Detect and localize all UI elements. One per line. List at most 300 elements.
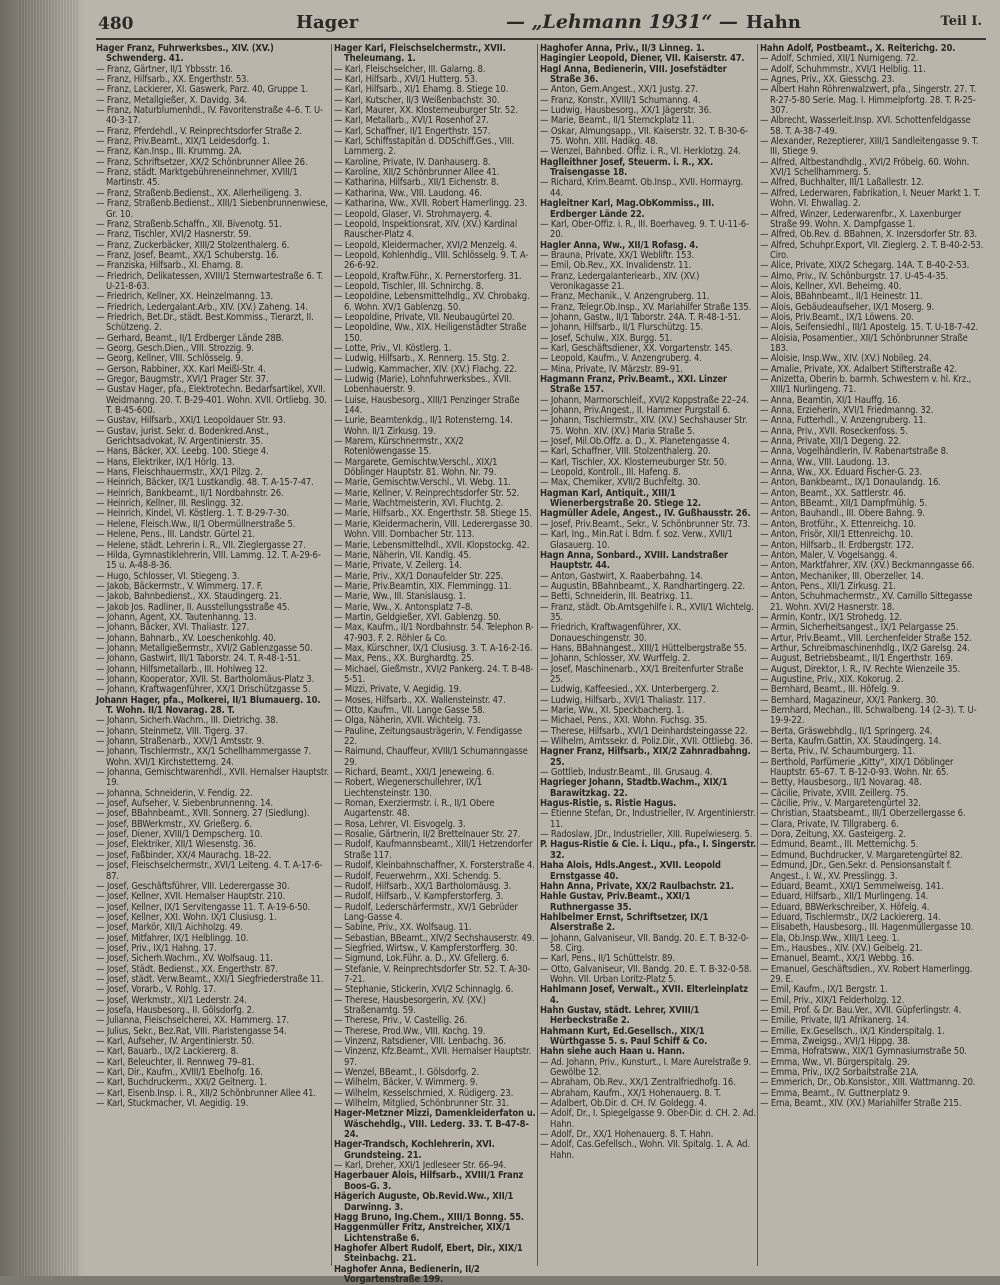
directory-entry: — Karl, Pens., II/1 Schüttelstr. 89. (540, 953, 675, 965)
directory-entry: — Johann, Sicherh.Wachm., III. Dietrichg. 38. (96, 715, 278, 727)
directory-entry: Hagerbauer Alois, Hilfsarb., XVIII/1 Franz Boos-G. 3. (334, 1170, 524, 1192)
directory-entry: — Anton, Brotführ., X. Ettenreichg. 10. (760, 518, 916, 530)
directory-entry: — Josef, Schulw., XIX. Burgg. 51. (540, 332, 673, 344)
directory-entry: — Josef, Priv.Beamt., Sekr., V. Schönbrunner Str. 73. (540, 518, 751, 530)
directory-entry: — Therese, Prod.Ww., VIII. Kochg. 19. (334, 1025, 486, 1037)
directory-entry: — Hilda, Gymnastiklehrerin, VIII. Lammg. 12. T. A-29-6-15 u. A-48-8-36. (96, 549, 321, 572)
directory-entry: — Leopold, Inspektionsrat, XIV. (XV.) Kardinal Rauscher-Platz 4. (334, 218, 518, 241)
directory-entry: — Marie, Wachtmeisterin, XVI. Fluchtg. 2. (334, 498, 504, 510)
directory-entry: — Almo, Priv., IV. Schönburgstr. 17. U-45-4-35. (760, 270, 949, 282)
directory-entry: — Franz, Hilfsarb., XX. Engerthstr. 53. (96, 74, 249, 86)
directory-entry: — Ad. Johann, Priv., Kunsturt., I. Mare Aurelstraße 9. Gewölbe 12. (540, 1056, 752, 1079)
directory-entry: — Anton, Bauhandl., III. Obere Bahng. 9. (760, 508, 925, 520)
directory-entry: — Marie, Private, V. Zeilerg. 14. (334, 560, 462, 572)
directory-entry: — Karl, Ing., Min.Rat i. Bdm. f. soz. Verw., XVII/1 Glasauerg. 10. (540, 529, 733, 551)
directory-entry: — Michael, Gießmstr., XVI/2 Pankerg. 24. T. B-48-5-51. (334, 663, 534, 685)
directory-entry: — Marie, Hilfsarb., XX. Engerthstr. 58. Stiege 15. (334, 508, 532, 520)
directory-entry: — Anton, Bankbeamt., IX/1 Donaulandg. 16. (760, 477, 941, 489)
directory-entry: — Robert, Wiegenerschullehrer, IX/1 Liechtensteinstr. 130. (334, 777, 483, 799)
directory-entry: — Leopoldine, Ww., XIX. Heiligenstädter Straße 150. (334, 322, 527, 344)
directory-entry: — Josef, Diener, XVIII/1 Dempscherg. 10. (96, 829, 263, 841)
directory-entry: — Vinzenz, Kfz.Beamt., XVII. Hernalser Hauptstr. 97. (334, 1046, 532, 1068)
directory-entry: — Karl, Maurer, XX. Klosterneuburger Str. 52. (334, 105, 518, 117)
directory-entry: — Ludwig, Hilfsarb., X. Rennerg. 15. Stg. 2. (334, 353, 510, 365)
entries-column-4 (760, 44, 986, 1266)
directory-entry: — Etienne Stefan, Dr., Industrieller, IV. Argentinierstr. 11. (540, 808, 756, 830)
directory-entry: — Julianna, Fleischselcherei, XX. Hammerg. 17. (96, 1015, 289, 1027)
directory-entry: — Heinrich, Bäcker, IX/1 Lustkandlg. 48. T. A-15-7-47. (96, 477, 314, 489)
directory-entry: — Josef, Priv., IX/1 Hahng. 17. (96, 942, 217, 954)
directory-entry: — Karl, Schaffner, VIII. Stolzenthalerg. 20. (540, 446, 711, 458)
directory-entry: — Alois, Priv.Beamt., IX/1 Löwens. 20. (760, 311, 914, 323)
directory-entry: — Alfred, Ob.Rev. d. BBahnen, X. Inzersdorfer Str. 83. (760, 229, 977, 241)
directory-entry: — Friedrich, Kellner, XX. Heinzelmanng. 13. (96, 291, 273, 303)
header-last-name: Hahn (746, 12, 801, 33)
directory-entry: — Emil, Priv., XIX/1 Felderholzg. 12. (760, 994, 905, 1006)
directory-entry: — Amalie, Private, XX. Adalbert Stifterstraße 42. (760, 363, 957, 375)
directory-entry: Hahlbelmer Ernst, Schriftsetzer, IX/1 Alserstraße 2. (540, 911, 709, 934)
directory-entry: — Johann, Bahnarb., XV. Loeschenkohlg. 40. (96, 632, 276, 644)
directory-entry: Hagmann Franz, Priv.Beamt., XXI. Linzer Straße 157. (540, 374, 727, 396)
directory-entry: P. Hagus-Ristie & Cie. i. Liqu., pfa., I. Singerstr. 32. (540, 839, 756, 861)
directory-entry: — Franz, Straßenb.Bedienst., XIII/1 Siebenbrunnenwiese, Gr. 10. (96, 198, 328, 220)
directory-entry: — Jakob Jos. Radliner, II. Ausstellungsstraße 45. (96, 601, 290, 613)
directory-entry: — Alois, Gebäudeaufseher, IX/1 Moserg. 9. (760, 301, 935, 313)
directory-entry: — Karl, Hilfsarb., XI/1 Ehamg. 8. Stiege 10. (334, 84, 509, 96)
directory-entry: — Johann, Agent, XX. Tautenhanng. 13. (96, 611, 257, 623)
directory-entry: — Sebastian, BBeamt., XIV/2 Sechshauserstr. 49. (334, 932, 535, 944)
directory-entry: — Anton, Schuhmachermstr., XV. Camillo Sittegasse 21. Wohn. XVI/2 Hasnerstr. 18. (760, 591, 973, 613)
directory-entry: — Hans, Bäcker, XX. Leebg. 100. Stiege 4. (96, 446, 269, 458)
directory-entry: — Anna, Ww., XX. Eduard Fischer-G. 23. (760, 467, 922, 479)
directory-entry: — Agnes, Priv., XX. Giesschg. 23. (760, 74, 895, 86)
directory-entry: — Adolf, Schuhmmstr., XVI/1 Helblig. 11. (760, 63, 926, 75)
directory-entry: — Helene, Fleisch.Ww., II/1 Obermüllnerstraße 5. (96, 518, 296, 530)
directory-entry: — Franz, Metallgießer, X. Davidg. 34. (96, 94, 247, 106)
directory-entry: — Anton, Maler, V. Vogelsangg. 4. (760, 549, 898, 561)
directory-entry: — Cäcilie, Private, XVIII. Zeillerg. 75. (760, 787, 909, 799)
directory-entry: — Katharina, Ww., VIII. Laudong. 46. (334, 187, 482, 199)
directory-entry: — Rudolf, Hilfsarb., V. Kampferstorferg. 3. (334, 891, 504, 903)
directory-entry: — Franz, Priv.Beamt., XIX/1 Leidesdorfg. 1. (96, 136, 270, 148)
directory-entry: — Johann, Metallgießermstr., XVI/2 Gablenzgasse 50. (96, 642, 313, 654)
directory-entry: — Emmerich, Dr., Ob.Konsistor., XIII. Wattmanng. 20. (760, 1077, 976, 1089)
directory-entry: — Anton, Frisör, XII/1 Ettenreichg. 10. (760, 529, 913, 541)
directory-entry: — Josef, städt. Verw.Beamt., XXI/1 Siegfriederstraße 11. (96, 973, 324, 985)
directory-entry: — Pauline, Zeitungsausträgerin, V. Fendigasse 22. (334, 725, 523, 748)
directory-entry: — Friedrich, Bet.Dr., städt. Best.Kommiss., Tierarzt, II. Schützeng. 2. (96, 311, 314, 334)
directory-entry: — Georg, Gesch.Dien., VIII. Strozzig. 9. (96, 342, 254, 354)
directory-entry: — Bernhard, Beamt., III. Höfelg. 9. (760, 684, 900, 696)
directory-entry: — Karl, Dir., Kaufm., XVIII/1 Ebelhofg. 16. (96, 1067, 263, 1079)
directory-entry: — Arthur, Schreibmaschinenhdlg., IX/2 Garelsg. 24. (760, 642, 970, 654)
directory-entry: — Johann, Galvaniseur, VII. Bandg. 20. E. T. B-32-0-58. Cirg. (540, 932, 749, 954)
directory-entry: — Alfred, Lederwaren, Fabrikation, I. Neuer Markt 1. T. Wohn. VI. Ehwallag. 2. (760, 187, 981, 210)
directory-entry: — Ludwig (Marie), Lohnfuhrwerksbes., XVII. Lobenhauerstr. 9. (334, 374, 512, 396)
directory-entry: — Anton, Gastwirt, X. Raaberbahng. 14. (540, 570, 703, 582)
directory-entry: — Ludwig, Hausbesorg., XX/1 Jägerstr. 36. (540, 105, 712, 117)
directory-entry: — Friedrich, Delikatessen, XVIII/1 Sternwartestraße 6. T. U-21-8-63. (96, 270, 324, 292)
directory-entry: — Alfred, Buchhalter, III/1 Laßallestr. 12. (760, 177, 924, 189)
directory-entry: — Emma, Zweigsg., XVI/1 Hippg. 38. (760, 1036, 911, 1047)
directory-entry: — Michael, Pens., XXI. Wohn. Fuchsg. 35. (540, 715, 708, 727)
directory-entry: — Marie, Ww., X. Antonsplatz 7–8. (334, 601, 473, 613)
directory-entry: Haha Alois, Hdls.Angest., XVII. Leopold Ernstgasse 40. (540, 860, 721, 882)
directory-entry: — Eduard, Hilfsarb., XII/1 Murlingeng. 14. (760, 891, 929, 903)
directory-entry: Hahle Gustav, Priv.Beamt., XXI/1 Ruthnergasse 35. (540, 891, 691, 913)
directory-entry: — Emma, Hofratsww., XIX/1 Gymnasiumstraße 50. (760, 1046, 967, 1058)
directory-entry: — Marie, Priv.Beamtin, XIX. Flemmingg. 11. (334, 580, 512, 592)
directory-entry: — Franz, Schriftsetzer, XX/2 Schönbrunner Allee 26. (96, 156, 308, 168)
directory-entry: — Mizzi, Private, V. Aegidig. 19. (334, 684, 462, 696)
directory-entry: — Karl, Metallarb., XVI/1 Rosenhof 27. (334, 115, 489, 127)
directory-entry: — Max, Pens., XX. Burghardtg. 25. (334, 653, 474, 665)
directory-entry: — Emilie, Private, II/1 Afrikanerg. 14. (760, 1015, 910, 1027)
directory-entry: — Wilhelm, Kesselschmied, X. Rüdigerg. 23. (334, 1087, 514, 1099)
directory-entry: Hägerich Auguste, Ob.Revid.Ww., XII/1 Darwinng. 3. (334, 1191, 514, 1213)
directory-entry: — Franz, Mechanik., V. Anzengruberg. 11. (540, 291, 710, 303)
directory-entry: — Lurie, Beamtenkdg., II/1 Rotensterng. 14. Wohn. II/1 Zirkusg. 19. (334, 415, 513, 437)
directory-entry: — Franz, Zuckerbäcker, XIII/2 Stolzenthalerg. 6. (96, 239, 290, 251)
directory-entry: — Leopoldine, Private, VII. Neubaugürtel 20. (334, 311, 515, 323)
directory-entry: — Johann, Kraftwagenführer, XX/1 Drischützgasse 5. (96, 684, 311, 696)
directory-entry: — Erna, Beamt., XIV. (XV.) Mariahilfer Straße 215. (760, 1098, 962, 1110)
directory-entry: — Emma, Priv., IX/2 Sorbaitstraße 21A. (760, 1067, 919, 1079)
directory-entry: — Moses, Hilfsarb., XX. Wallensteinstr. 47. (334, 694, 506, 706)
directory-entry: — Karl, Schiffsstapitän d. DDSchiff.Ges., VIII. Lammerg. 2. (334, 136, 515, 158)
directory-entry: — Ludwig, Hilfsarb., XVI/1 Thaliastr. 117. (540, 694, 706, 706)
directory-entry: — Leopold, Kleidermacher, XVI/2 Menzelg. 4. (334, 239, 518, 251)
directory-entry: — Otto, Kaufm., VII. Lange Gasse 58. (334, 705, 485, 716)
column-divider (537, 44, 538, 1266)
directory-entry: — Leopold, Kontroll., III. Hafeng. 8. (540, 467, 681, 479)
directory-entry: — Josef, Vorarb., V. Rohlg. 17. (96, 984, 217, 996)
directory-entry: — Berthold, Parfümerie „Kitty“, XIX/1 Döblinger Hauptstr. 65–67. T. B-12-0-93. Wohn. Nr. 65. (760, 756, 954, 779)
directory-entry: — Richard, Krim.Beamt. Ob.Insp., XVII. Hormayrg. 44. (540, 177, 744, 199)
directory-entry: — Josef, Kellner, XXI. Wohn. IX/1 Clusiusg. 1. (96, 911, 277, 923)
directory-entry: — August, Betriebsbeamt., II/1 Engerthstr. 169. (760, 653, 953, 665)
directory-entry: — Wenzel, Bahnbed. Offiz. i. R., VI. Herklotzg. 24. (540, 146, 741, 158)
directory-entry: — Johann, Straßenarb., XXV/1 Amtsstr. 9. (96, 736, 265, 748)
directory-entry: — Josef, BBWerkmstr., XV. Grießerg. 6. (96, 818, 252, 830)
directory-entry: — Rudolf, Kleinbahnschaffner, X. Forsterstraße 4. (334, 860, 535, 872)
directory-entry: — Luise, Hausbesorg., XIII/1 Penzinger Straße 144. (334, 394, 520, 417)
directory-entry: — Johann, Priv.Angest., II. Hammer Purgstall 6. (540, 405, 731, 417)
directory-entry: — Max, Kürschner, IX/1 Clusiusg. 3. T. A-16-2-16. (334, 642, 533, 654)
directory-entry: — Josef, Kellner, XVII. Hernalser Hauptstr. 210. (96, 891, 286, 903)
directory-entry: — Anton, Hilfsarb., II. Erdbergstr. 172. (760, 539, 914, 551)
directory-entry: — Leopold, Kraftw.Führ., X. Pernerstorferg. 31. (334, 270, 522, 282)
directory-entry: — Johann, Marmorschleif., XVI/2 Koppstraße 22–24. (540, 394, 749, 406)
directory-entry: — Adolf, Dr., I. Spiegelgasse 9. Ober-Dir. d. CH. 2. Ad. Hahn. (540, 1108, 756, 1130)
entries-column-3 (540, 44, 756, 1266)
directory-entry: Hahlmann Josef, Verwalt., XVII. Elterleinplatz 4. (540, 984, 748, 1006)
directory-entry: — Jakob, Bahnbedienst., XX. Staudingerg. 21. (96, 591, 282, 603)
directory-entry: — Armin, Kontr., IX/1 Strohedg. 12. (760, 611, 902, 623)
directory-entry: — Albrecht, Wasserleit.Insp. XVI. Schottenfeldgasse 58. T. A-38-7-49. (760, 115, 971, 137)
directory-entry: Hagg Bruno, Ing.Chem., XIII/1 Bonng. 55. (334, 1211, 524, 1223)
directory-entry: — Anna, Beamtin, XI/1 Hauffg. 16. (760, 394, 900, 406)
directory-entry: Hagrieger Johann, Stadtb.Wachm., XIX/1 Barawitzkag. 22. (540, 777, 728, 799)
directory-entry: Haghofer Anna, Priv., II/3 Linneg. 1. (540, 43, 705, 54)
directory-entry: — Adalbert, Ob.Dir. d. CH. IV. Goldegg. 4. (540, 1098, 707, 1110)
directory-entry: — Johann, Hilfsarb., II/1 Flurschützg. 15. (540, 322, 703, 334)
entries-column-2 (334, 43, 536, 1285)
directory-entry: — Abraham, Ob.Rev., XX/1 Zentralfriedhofg. 16. (540, 1077, 736, 1089)
directory-entry: — Hans, Elektriker, IX/1 Hörlg. 13. (96, 456, 235, 468)
page-header (96, 8, 986, 40)
directory-entry: — Eduard, Beamt., XXI/1 Semmelweisg. 141. (760, 880, 944, 892)
directory-entry: — Anna, Ww., VIII. Laudong. 13. (760, 456, 890, 468)
directory-entry: — Franz, Straßenb.Bedienst., XX. Allerheiligeng. 3. (96, 187, 302, 199)
directory-entry: — Ludwig, Kammacher, XIV. (XV.) Flachg. 22. (334, 363, 517, 375)
directory-entry: — Heinrich, Kindel, VI. Köstlerg. 1. T. B-29-7-30. (96, 508, 290, 520)
directory-entry: — Aloisie, Insp.Ww., XIV. (XV.) Nobileg. 24. (760, 353, 932, 365)
directory-entry: — Leopold, Tischler, III. Schnirchg. 8. (334, 280, 484, 292)
directory-entry: — Gustav, Hilfsarb., XXI/1 Leopoldauer Str. 93. (96, 415, 286, 427)
directory-entry: — Anton, Marktfahrer, XIV. (XV.) Beckmanngasse 66. (760, 560, 975, 572)
directory-entry: — Therese, Priv., V. Castellig. 26. (334, 1015, 467, 1027)
directory-entry: — Hans, BBahnangest., XIII/1 Hüttelbergstraße 55. (540, 642, 747, 654)
directory-entry: — Raimund, Chauffeur, XVIII/1 Schumanngasse 29. (334, 746, 528, 768)
directory-entry: — Karl, Fleischselcher, III. Galarng. 8. (334, 63, 486, 75)
directory-entry: — Friedrich, Kraftwagenführer, XX. Donaueschingenstr. 30. (540, 622, 682, 644)
book-spine-shadow (0, 0, 86, 1276)
directory-entry: — Georg, Kellner, VIII. Schlösselg. 9. (96, 353, 244, 365)
directory-entry: — Johann, Gastw., II/1 Taborstr. 24A. T. R-48-1-51. (540, 311, 741, 323)
directory-entry: Hahmann Kurt, Ed.Gesellsch., XIX/1 Würthgasse 5. s. Paul Schiff & Co. (540, 1025, 708, 1047)
directory-entry: — Berta, Gräswebhdlg., II/1 Springerg. 24. (760, 725, 933, 737)
directory-entry: — Karl, Bauarb., IX/2 Lackiererg. 8. (96, 1046, 239, 1058)
directory-entry: — Albert Hahn Röhrenwalzwert, pfa., Singerstr. 27. T. R-27-5-80 Serie. Mag. I. Himmelpfortg. 28. T. R-25-307. (760, 84, 976, 117)
directory-entry: — Adolf, Cas.Gefellsch., Wohn. VII. Spitalg. 1. A. Ad. Hahn. (540, 1139, 750, 1161)
directory-entry: — Marie, Priv., XX/1 Donaufelder Str. 225. (334, 570, 504, 582)
directory-entry: — Karl, Hilfsarb., XVI/1 Hutterg. 53. (334, 74, 478, 86)
directory-entry: — Elisabeth, Hausbesorg., III. Hagenmüllergasse 10. (760, 922, 974, 934)
directory-entry: — Franz, Pferdehdl., V. Reinprechtsdorfer Straße 2. (96, 125, 303, 137)
directory-entry: — Helene, Pens., III. Landstr. Gürtel 21. (96, 529, 255, 541)
directory-entry: — Josef, Werkmstr., XI/1 Lederstr. 24. (96, 994, 247, 1006)
directory-entry: — Johanna, Gemischtwarenhdl., XVII. Hernalser Hauptstr. 19. (96, 767, 329, 789)
directory-entry: Hahn Anna, Private, XX/2 Raulbachstr. 21. (540, 880, 734, 892)
directory-entry: — Josef, Markör, XII/1 Aichholzg. 49. (96, 922, 243, 934)
directory-entry: — August, Direktor, I. R., IV. Rechte Wienzeile 35. (760, 663, 960, 675)
directory-entry: — Anton, Beamt., XX. Sattlerstr. 46. (760, 487, 906, 499)
directory-entry: — Anton, Gem.Angest., XX/1 Justg. 27. (540, 84, 698, 96)
directory-entry: — Rosa, Lehrer, VI. Eisvogelg. 3. (334, 818, 466, 830)
directory-entry: — Augustine, Priv., XIX. Kokorug. 2. (760, 673, 904, 685)
directory-entry: — Alois, BBahnbeamt., II/1 Heinestr. 11. (760, 291, 923, 303)
directory-entry: — Ludwig, Kaffeesied., XX. Unterbergerg. 2. (540, 684, 719, 696)
column-divider (331, 44, 332, 1266)
directory-entry: — Franz, Straßenb.Schaffn., XII. Bivenotg. 51. (96, 218, 282, 230)
directory-entry: — Olga, Näherin, XVII. Wichtelg. 73. (334, 715, 481, 727)
directory-entry: — Josef, Elektriker, XII/1 Wiesenstg. 36. (96, 839, 256, 851)
directory-entry: — Josef, Kellner, IX/1 Servitengasse 11. T. A-19-6-50. (96, 901, 311, 913)
directory-entry: — Leopold, Glaser, VI. Strohmayerg. 4. (334, 208, 492, 220)
directory-entry: — Karl, Geschäftsdiener, XX. Vorgartenstr. 145. (540, 342, 733, 354)
directory-entry: — Gustav Hager, pfa., Elektrotechn. Bedarfsartikel, XVII. Weidmanng. 20. T. B-29-401. Wohn. XVII. Ortliebg. 30. T. B-45-600. (96, 384, 327, 417)
directory-entry: — Bernhard, Magazineur, XX/1 Pankerg. 30. (760, 694, 939, 706)
directory-entry: — Gregor, Baugmstr., XVI/1 Prager Str. 37. (96, 374, 269, 385)
directory-entry: — Johanna, Schneiderin, V. Fendig. 22. (96, 787, 253, 799)
directory-entry: Hagingier Leopold, Diener, VII. Kaiserstr. 47. (540, 53, 745, 65)
directory-entry: — Rosalie, Gärtnerin, II/2 Brettelnauer Str. 27. (334, 829, 521, 841)
directory-entry: — Hans, Fleischhauermstr., XX/1 Pilzg. 2. (96, 467, 263, 479)
directory-entry: — Stefanie, V. Reinprechtsdorfer Str. 52. T. A-30-7-21. (334, 963, 531, 985)
directory-entry: — Emilie, Ex.Gesellsch., IX/1 Kinderspitalg. 1. (760, 1025, 945, 1037)
directory-entry: — Wilhelm, Mitglied, Schönbrunner Str. 31. (334, 1098, 510, 1110)
directory-entry: — Karl, Buchdruckerm., XXI/2 Geitnerg. 1. (96, 1077, 267, 1089)
directory-entry: — Marem, Kürschnermstr., XX/2 Rotenlöwengasse 15. (334, 436, 464, 458)
directory-entry: — Anna, Erzieherin, XVI/1 Friedmanng. 32. (760, 405, 934, 417)
directory-entry: — Marie, Gemischtw.Verschl., VI. Webg. 11. (334, 477, 511, 489)
directory-entry: — Therese, Hilfsarb., XVI/1 Deinhardsteingasse 22. (540, 725, 748, 737)
directory-entry: — Josef, Mitfahrer, IX/1 Helblingg. 10. (96, 932, 249, 944)
directory-entry: Haghofer Anna, Bedienerin, II/2 Vorgartenstraße 199. (334, 1263, 480, 1285)
directory-entry: — Franz, städt. Marktgebühreneinnehmer, XVIII/1 Martinstr. 45. (96, 167, 298, 189)
directory-entry: — Rudolf, Hilfsarb., XX/1 Bartholomäusg. 3. (334, 880, 512, 892)
directory-entry: — Katharina, Ww., XVII. Robert Hamerlingg. 23. (334, 198, 528, 210)
directory-entry: — Martin, Geldgießer, XVI. Gablenzg. 50. (334, 611, 501, 623)
directory-entry: — Emil, Prof. & Dr. Bau.Ver., XVII. Güpferlingstr. 4. (760, 1004, 962, 1016)
directory-entry: — Margarete, Gemischtw.Verschl., XIX/1 Döblinger Hauptstr. 81. Wohn. Nr. 79. (334, 456, 498, 479)
directory-entry: — Betti, Schneiderin, III. Beatrixg. 11. (540, 591, 693, 603)
directory-entry: — Wenzel, BBeamt., I. Gölsdorfg. 2. (334, 1067, 479, 1079)
directory-entry: — Marie, Näherin, VII. Kandlg. 45. (334, 549, 472, 561)
directory-entry: — Johann, Schlosser, XV. Wurffelg. 2. (540, 653, 691, 665)
directory-entry: — Anizetta, Oberin b. barmh. Schwestern v. hl. Krz., XIII/1 Nurlingeng. 71. (760, 374, 972, 396)
directory-entry: — Emanuel, Geschäftsdien., XV. Robert Hamerlingg. 29. E. (760, 963, 973, 985)
directory-entry: — Rudolf, Kaufmannsbeamt., XIII/1 Hetzendorfer Straße 117. (334, 839, 533, 861)
directory-entry: — Marie, Beamt., II/1 Sternckplatz 11. (540, 115, 695, 127)
directory-entry: — Anna, Vogelhändlerin, IV. Rabenartstraße 8. (760, 446, 949, 458)
directory-entry: — Gustav, jurist. Sekr. d. Bodenkred.Anst., Gerichtsadvokat, IV. Argentinierstr. 35. (96, 425, 269, 448)
directory-entry: — Em., Hausbes., XIV. (XV.) Geibelg. 21. (760, 942, 923, 954)
directory-entry: — Emma, Beamt., IV. Guttnerplatz 9. (760, 1087, 911, 1099)
directory-entry: — Therese, Hausbesorgerin, XV. (XV.) Straßenamtg. 59. (334, 994, 486, 1016)
directory-entry: — Katharina, Hilfsarb., XII/1 Eichenstr. 8. (334, 177, 499, 189)
directory-entry: — Franz, Kan.Insp., III. Krummg. 2A. (96, 146, 242, 158)
directory-entry: — Rudolf, Lederschärfermstr., XV/1 Gebrüder Lang-Gasse 4. (334, 901, 518, 923)
directory-entry: — Gottlieb, Industr.Beamt., III. Grusaug. 4. (540, 767, 713, 779)
directory-entry: — Alfred, Schuhpr.Export, VII. Zieglerg. 2. T. B-40-2-53. Ciro. (760, 239, 984, 261)
directory-entry: — Otto, Galvaniseur, VII. Bandg. 20. E. T. B-32-0-58. Wohn. VII. Urban Loritz-Platz 5. (540, 963, 752, 985)
directory-entry: — Josefa, Hausbesorg., II. Gölsdorfg. 2. (96, 1004, 255, 1016)
directory-entry: — Dora, Zeitung, XX. Gasteigerg. 2. (760, 829, 906, 841)
directory-entry: — Roman, Exerziermstr. i. R., II/1 Obere Augartenstr. 48. (334, 798, 495, 820)
directory-entry: — Edmund, Beamt., III. Metternichg. 5. (760, 839, 919, 851)
directory-entry: Haggenmüller Fritz, Anstreicher, XIX/1 Lichtenstraße 6. (334, 1222, 511, 1244)
directory-entry: Haglleithner Josef, Steuerm. i. R., XX. Traisengasse 18. (540, 156, 714, 179)
directory-entry: — Karl, Schaffner, II/1 Engerthstr. 157. (334, 125, 491, 137)
directory-entry: — Alois, Kellner, XVI. Beheimg. 40. (760, 280, 902, 292)
directory-entry: — Anna, Private, XII/1 Degeng. 22. (760, 436, 902, 448)
directory-entry: — Johann, Hilfsmetallarb., III. Hohlweg 12. (96, 663, 268, 675)
directory-entry: — Franz, städt. Ob.Amtsgehilfe i. R., XVII/1 Wichtelg. 35. (540, 601, 754, 623)
directory-entry: — Karl, Kutscher, II/3 Weißenbachstr. 30. (334, 94, 500, 106)
directory-entry: — Josef, Fleischselchermstr., XVI/1 Leiteng. 4. T. A-17-6-87. (96, 860, 323, 882)
directory-entry: — Julius, Sekr., Bez.Rat, VIII. Piaristengasse 54. (96, 1025, 287, 1037)
directory-entry: — Josef, Maschinenarb., XX/1 Breitenfurter Straße 25. (540, 663, 744, 685)
directory-entry: — Karl, Tischler, XX. Klosterneuburger Str. 50. (540, 456, 727, 468)
directory-entry: — Christian, Staatsbeamt., III/1 Oberzellergasse 6. (760, 808, 966, 820)
directory-entry: — Siegfried, Wirtsw., V. Kampferstorfferg. 30. (334, 942, 518, 954)
directory-entry: — Alice, Private, XIX/2 Schegarg. 14A. T. B-40-2-53. (760, 260, 970, 272)
directory-entry: — Franz, Lackierer, XI. Gaswerk, Parz. 40, Gruppe 1. (96, 84, 309, 96)
directory-entry: — Emil, Kaufm., IX/1 Bergstr. 1. (760, 984, 888, 996)
directory-entry: — Adolf, Schmied, XII/1 Nurnigeng. 72. (760, 53, 919, 65)
directory-entry: — Josef, Faßbinder, XX/4 Maurachg. 18–22. (96, 849, 272, 861)
directory-entry: — Franz, Gärtner, II/1 Ybbsstr. 16. (96, 63, 233, 75)
directory-entry: — Adolf, Dr., XX/1 Hohenauerg. 8. T. Hahn. (540, 1129, 714, 1141)
directory-entry: — Helene, städt. Lehrerin i. R., VII. Zieglergasse 27. (96, 539, 306, 551)
directory-entry: — Hugo, Schlosser, VI. Stiegeng. 3. (96, 570, 240, 582)
directory-entry: — Josef, Geschäftsführer, VIII. Lederergasse 30. (96, 880, 290, 892)
directory-entry: — Rudolf, Feuerwehrm., XXI. Schendg. 5. (334, 870, 502, 882)
directory-entry: — Vinzenz, Ratsdiener, VIII. Lenbachg. 36. (334, 1036, 506, 1047)
directory-entry: — Emil, Ob.Rev., XX. Invalidenstr. 11. (540, 260, 692, 272)
directory-entry: — Johann, Bäcker, XVI. Thaliastr. 127. (96, 622, 250, 634)
directory-entry: — Anton, Pens., XII/1 Zirkusg. 21. (760, 580, 896, 592)
directory-entry: Johann Hager, pfa., Molkerei, II/1 Blumauerg. 10. T. Wohn. II/1 Novarag. 28. T. (96, 694, 321, 716)
directory-entry: — Franz, Ledergalanteriearb., XIV. (XV.) Veronikagasse 21. (540, 270, 700, 292)
directory-entry: — Leopold, Kaufm., V. Anzengruberg. 4. (540, 353, 702, 365)
directory-entry: — Marie, Kleidermacherin, VIII. Lederergasse 30. Wohn. VIII. Dornbacher Str. 113. (334, 518, 533, 541)
directory-entry: — Johann, Tischlermstr., XX/1 Schellhammergasse 7. Wohn. XVI/1 Kirchstetterng. 24. (96, 746, 312, 768)
directory-entry: — Emma, Ww., VI. Bürgerspitalg. 29. (760, 1056, 910, 1068)
directory-entry: — Max, Kaufm., II/1 Nordbahnstr. 54. Telephon R-47-903. F. 2. Röhler & Co. (334, 622, 534, 644)
directory-entry: — Sigmund, Lok.Führ. a. D., XV. Gfellerg. 6. (334, 953, 509, 965)
directory-entry: — Berta, Kaufm.Gattin, XX. Staudingerg. 14. (760, 736, 942, 748)
directory-entry: — Karl, Eisenb.Insp. i. R., XII/2 Schönbrunner Allee 41. (96, 1087, 316, 1099)
directory-entry: — Bernhard, Mechan., III. Schwalbeng. 14 (2–3). T. U-19-9-22. (760, 705, 977, 727)
directory-entry: — Alfred, Altbestandhdlg., XVI/2 Fröbelg. 60. Wohn. XVI/1 Schellhammerg. 5. (760, 156, 970, 179)
directory-entry: — Mina, Private, IV. Märzstr. 89–91. (540, 363, 683, 375)
directory-entry: — Johann, Gastwirt, III/1 Taborstr. 24. T. R-48-1-51. (96, 653, 301, 665)
directory-entry: — Jakob, Bäckermstr., V. Wimmerg. 17. F. (96, 580, 263, 592)
directory-entry: — Franz, Josef, Beamt., XX/1 Schuberstg. 16. (96, 249, 279, 261)
directory-entry: — Josef, Aufseher, V. Siebenbrunnenng. 14. (96, 798, 273, 810)
directory-entry: — Berta, Priv., IV. Schaumburgerg. 11. (760, 746, 916, 758)
directory-entry: — Stephanie, Stickerin, XVI/2 Schinnaglg. 6. (334, 984, 514, 996)
entries-column-1 (96, 44, 330, 1266)
directory-entry: — Marie, Lebensmittelhdl., XVII. Klopstockg. 42. (334, 539, 530, 551)
directory-entry: — Josef, BBahnbeamt., XVII. Sonnerg. 27 (Siedlung). (96, 808, 310, 820)
directory-entry: — Karl, Ober-Offiz. i. R., III. Boerhaveg. 9. T. U-11-6-20. (540, 218, 749, 241)
directory-entry: — Karl, Beleuchter, II. Rennweg 79–81. (96, 1056, 255, 1068)
directory-entry: Hager Franz, Fuhrwerksbes., XIV. (XV.) Schwenderg. 41. (96, 43, 274, 65)
directory-entry: — Anton, BBeamt., XII/1 Dampfmühlg. 5. (760, 498, 928, 510)
directory-entry: — Josef, Städt. Bedienst., XX. Engerthstr. 87. (96, 963, 278, 975)
directory-entry: Hagner Franz, Hilfsarb., XIX/2 Zahnradbahng. 25. (540, 746, 751, 768)
directory-entry: — Marie, Ww., III. Stanislausg. 1. (334, 591, 466, 603)
header-first-name: Hager (296, 12, 359, 33)
directory-entry: — Eduard, Tischlermstr., IX/2 Lackiererg. 14. (760, 911, 941, 923)
directory-entry: — Oskar, Almungsapp., VII. Kaiserstr. 32. T. B-30-6-75. Wohn. XIII. Hadikg. 48. (540, 125, 748, 148)
directory-entry: — Edmund, Buchdrucker, V. Margaretengürtel 82. (760, 849, 963, 861)
directory-entry: — Gerhard, Beamt., II/1 Erdberger Lände 28B. (96, 332, 284, 344)
directory-entry: — Heinrich, Kellner, III. Reslingg. 32. (96, 498, 244, 510)
header-title: — „Lehmann 1931“ — (506, 11, 738, 33)
directory-entry: Hager-Metzner Mizzi, Damenkleiderfaton u. Wäschehdlg., VIII. Lederg. 33. T. B-47-8-24. (334, 1108, 536, 1141)
directory-entry: — Brauna, Private, XX/1 Webliftr. 153. (540, 249, 695, 261)
directory-entry: — Artur, Priv.Beamt., VIII. Lerchenfelder Straße 152. (760, 632, 972, 644)
column-divider (757, 44, 758, 1266)
directory-entry: — Anna, Futterhdl., V. Anzengruberg. 11. (760, 415, 927, 427)
directory-entry: — Franz, Naturblumenhdl., IV. Favoritenstraße 4–6. T. U-40-3-17. (96, 105, 323, 127)
directory-entry: Hagl Anna, Bedienerin, VIII. Josefstädter Straße 36. (540, 63, 727, 86)
